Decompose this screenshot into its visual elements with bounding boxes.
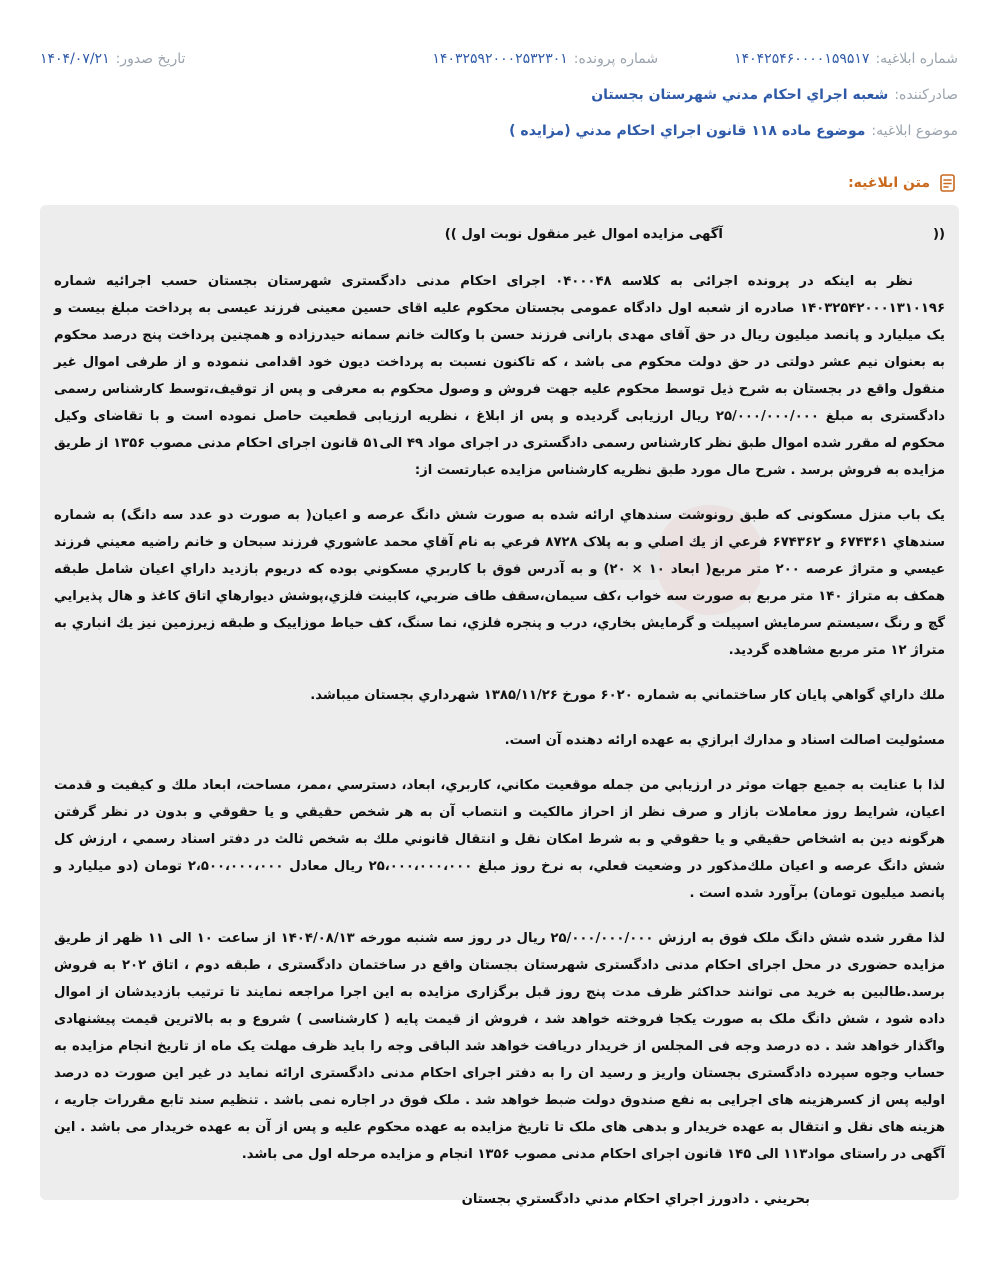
notice-number	[734, 51, 958, 67]
heading-text: آگهی مزایده اموال غیر منقول نوبت اول ))	[444, 227, 723, 242]
notice-content-box	[40, 205, 959, 1207]
notice-text-label: متن ابلاغيه:	[848, 175, 930, 191]
document-icon	[938, 173, 958, 193]
issuer-label: صادرکننده:	[894, 87, 958, 103]
subject-value: موضوع ماده ۱۱۸ قانون اجراي احکام مدني (مزايده )	[509, 123, 866, 139]
notice-text-heading	[848, 170, 958, 196]
issue-date-label: تاريخ صدور:	[115, 51, 186, 67]
heading-quote: ((	[932, 227, 945, 242]
notice-number-label: شماره ابلاغيه:	[875, 51, 958, 67]
paragraph-auction-terms: لذا مقرر شده شش دانگ ملک فوق به ارزش ۲۵/۰۰۰/۰۰۰/۰۰۰ ریال در روز سه شنبه مورخه ۱۴۰۴/۰۸/۱۳ از ساعت ۱۰ الی ۱۱ ظهر از طریق مزایده حضوری در محل اجرای احکام مدنی دادگستری شهرستان بجستان واقع در ساختمان دادگستری ، طبقه دوم ، اتاق ۲۰۲ به فروش برسد.طالبین به خرید می توانند حداکثر ظرف مدت پنج روز قبل برگزاری مزایده به این اجرا مراجعه نمایند تا ترتیب بازدیدشان از اموال داده شود ، شش دانگ ملک به صورت یکجا فروخته خواهد شد ، فروش از قیمت پایه ( کارشناسی ) شروع و به بالاترین قیمت پیشنهادی واگذار خواهد شد . ده درصد وجه فی المجلس از خریدار دریافت خواهد شد الباقی وجه را باید ظرف مهلت یک ماه از تاریخ انجام مزایده به حساب وجوه سپرده دادگستری بجستان واریز و رسید ان را به دفتر اجرای احکام مدنی دادگستری ارائه نماید در غیر این صورت ده درصد اولیه پس از کسرهزینه های اجرایی به نفع صندوق دولت ضبط خواهد شد . ملک فوق در اجاره نمی باشد . تنظیم سند تابع مقررات جاریه ، هزینه های نقل و انتقال به عهده خریدار و بدهی های ملک تا تاریخ مزایده به عهده محکوم علیه و پس از آن به عهده خریدار می باشد . این آگهی در راستای مواد۱۱۳ الی ۱۴۵ قانون اجرای احکام مدنی مصوب ۱۳۵۶ انجام و مزایده مرحله اول می باشد.	[54, 931, 945, 1162]
signature: بحريني . دادورز اجراي احکام مدني دادگستري بجستان	[461, 1192, 810, 1207]
case-number-value: ۱۴۰۳۲۵۹۲۰۰۰۲۵۳۲۳۰۱	[432, 51, 568, 67]
paragraph-valuation: لذا با عنايت به جميع جهات موثر در ارزيابي من جمله موقعيت مكاني، كاربري، ابعاد، دسترسي ،ممر، مساحت، ابعاد ملك و كيفيت و قدمت اعيان، شرايط روز معاملات بازار و صرف نظر از احراز مالكيت و انتصاب آن به هر شخص حقيقي و يا حقوقي و بدون در نظر گرفتن هرگونه دين به اشخاص حقيقي و يا حقوقي و به شرط امكان نقل و انتقال قانوني ملك به شخص ثالث در دفتر اسناد رسمي ، ارزش كل شش دانگ عرصه و اعيان ملك‌مذكور در وضعيت فعلي، به نرخ روز مبلغ ۲۵،۰۰۰،۰۰۰،۰۰۰ ريال معادل ۲،۵۰۰،۰۰۰،۰۰۰ تومان (دو ميليارد و پانصد ميليون تومان) برآورد شده است .	[54, 778, 945, 901]
paragraph-completion-certificate: ملك داراي گواهي پايان كار ساختماني به شماره ۶۰۲۰ مورخ ۱۳۸۵/۱۱/۲۶ شهرداري بجستان ميباشد.	[310, 688, 945, 703]
notice-meta-row	[40, 46, 958, 72]
issuer-row	[40, 82, 958, 108]
notice-body	[54, 221, 945, 1231]
issuer-value: شعبه اجراي احکام مدني شهرستان بجستان	[591, 87, 889, 103]
notice-number-value: ۱۴۰۴۲۵۴۶۰۰۰۰۱۵۹۵۱۷	[734, 51, 870, 67]
case-number	[432, 51, 658, 67]
issue-date	[40, 51, 185, 67]
paragraph-property-description: یک باب منزل مسکونی که طبق رونوشت سندهاي ارائه شده به صورت شش دانگ عرصه و اعیان( به صورت دو عدد سه دانگ) به شماره سندهاي ۶۷۴۳۶۱ و ۶۷۴۳۶۲ فرعي از يك اصلي و به پلاک ۸۷۲۸ فرعي به نام آقاي محمد عاشوري فرزند سبحان و خانم راضيه معيني فرزند عيسي و متراژ عرصه ۲۰۰ متر مربع( ابعاد ۱۰ × ۲۰) و به آدرس فوق با کاربري مسکوني بوده که دريوم بازديد داراي اعيان شامل طبقه همکف به متراژ ۱۴۰ متر مربع به صورت سه خواب ،کف سيمان،سقف طاف ضربي، کابينت فلزي،پوشش ديوارهاي اتاق کاغذ و هال پذيرايي گچ و رنگ ،سيستم سرمايش اسپيلت و گرمايش بخاري، درب و پنجره فلزي، نما سنگ، کف حياط موزاييک و طبقه زيرزمين نيز يك انباري به متراژ ۱۲ متر مربع مشاهده گرديد.	[54, 508, 946, 658]
auction-heading	[54, 221, 945, 248]
paragraph-document-responsibility: مسئوليت اصالت اسناد و مدارك ابرازي به عهده ارائه دهنده آن است.	[504, 733, 945, 748]
subject-label: موضوع ابلاغيه:	[871, 123, 958, 139]
subject-row	[40, 118, 958, 144]
issue-date-value: ۱۴۰۴/۰۷/۲۱	[40, 51, 110, 67]
paragraph-intro: نظر به اینکه در پرونده اجرائی به کلاسه ۰۴۰۰۰۴۸ اجرای احکام مدنی دادگستری شهرستان بجستان حسب اجرائیه شماره ۱۴۰۳۲۵۴۲۰۰۰۱۳۱۰۱۹۶ صادره از شعبه اول دادگاه عمومی بجستان محکوم علیه اقای حسین معینی فرزند عیسی به پرداخت مبلغ بیست و یک میلیارد و پانصد میلیون ریال در حق آقای مهدی بارانی فرزند حسن با وکالت خانم سمانه حیدرزاده و همچنین پرداخت پنج درصد محکوم به بعنوان نیم عشر دولتی در حق دولت محکوم می باشد ، که تاکنون نسبت به پرداخت دیون خود اقدامی ننموده و از طرفی اموال غیر منقول واقع در بجستان به شرح ذیل توسط محکوم علیه جهت فروش و وصول محکوم به معرفی و پس از توقیف،توسط کارشناس رسمی دادگستری به مبلغ ۲۵/۰۰۰/۰۰۰/۰۰۰ ریال ارزیابی گردیده و پس از ابلاغ ، نظریه ارزیابی قطعیت حاصل نموده است و با تقاضای وکیل محکوم له مقرر شده اموال طبق نظر کارشناس رسمی دادگستری در اجرای مواد ۴۹ الی۵۱ قانون اجرای احکام مدنی مصوب ۱۳۵۶ از طریق مزایده به فروش برسد . شرح مال مورد طبق نظریه کارشناس مزایده عبارتست از:	[54, 274, 945, 478]
case-number-label: شماره پرونده:	[573, 51, 659, 67]
